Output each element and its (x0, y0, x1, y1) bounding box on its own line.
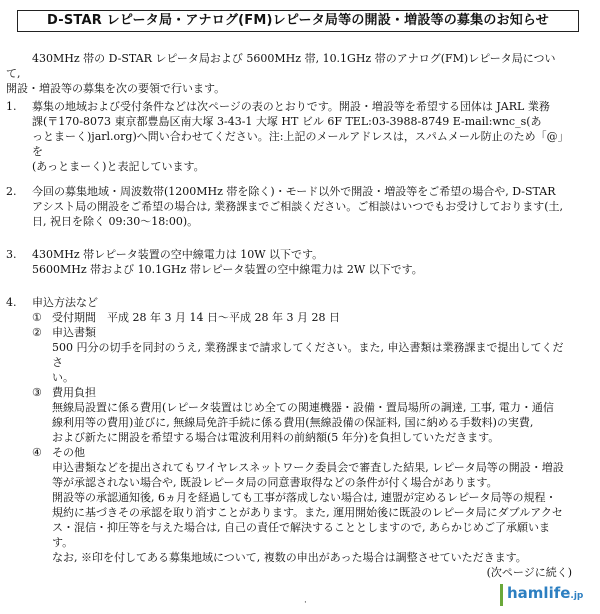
subsection-line: 等が承認されない場合や, 既設レピータ局の同意書取得などの条件が付く場合があります。 (52, 476, 498, 489)
section-line: 募集の地域および受付条件などは次ページの表のとおりです。開設・増設等を希望する団体は JARL 業務 (32, 100, 550, 113)
watermark-bar (500, 584, 503, 606)
section-line: 今回の募集地域・周波数帯(1200MHz 帯を除く)・モード以外で開設・増設等をご希望の場合や, D-STAR (32, 185, 556, 198)
subsection-3 (32, 385, 568, 445)
watermark-name: hamlife (507, 584, 571, 602)
subsection-line: 規約に基づきその承認を取り消すことがあります。また, 運用開始後に既設のレピータ局にダブルアクセ (52, 506, 563, 519)
intro-line: 開設・増設等の募集を次の要領で行います。 (6, 82, 226, 95)
subsection-line: 線利用等の費用)並びに, 無線局免許手続に係る費用(無線設備の保証料, 国に納める手数料)の実費, (52, 416, 534, 429)
subsection-line: ス・混信・抑圧等を与えた場合は, 自己の責任で解決することとしますので, あらかじめご了承願います。 (52, 521, 550, 549)
subsection-1 (32, 310, 568, 325)
subsection-line: および新たに開設を希望する場合は電波利用料の前納額(5 年分)を負担していただきます。 (52, 431, 500, 444)
section-line: 日, 祝日を除く 09:30～18:00)。 (32, 215, 199, 228)
continued-note: (次ページに続く) (486, 566, 572, 579)
subsection-line: 無線局設置に係る費用(レピータ装置はじめ全ての関連機器・設備・置局場所の調達, 工事, 電力・通信 (52, 401, 554, 414)
subsection-mark: ④ (32, 446, 42, 459)
section-line: 課(〒170-8073 東京都豊島区南大塚 3-43-1 大塚 HT ビル 6F TEL:03-3988-8749 E-mail:wnc_s(あ (32, 115, 542, 128)
section-line: アシスト局の開設をご希望の場合は, 業務課までご相談ください。ご相談はいつでもお受けしております(土, (32, 200, 564, 213)
section-3 (6, 247, 568, 277)
subsection-line: い。 (52, 371, 74, 384)
subsection-heading: 費用負担 (52, 386, 96, 399)
section-line: っとまーく)jarl.org)へ問い合わせてください。注:上記のメールアドレスは，スパムメール防止のため「@」を (32, 130, 564, 158)
subsection-heading: その他 (52, 446, 85, 459)
subsection-line: 500 円分の切手を同封のうえ, 業務課まで請求してください。また, 申込書類は業務課まで提出してくださ (52, 341, 564, 369)
subsection-line: 開設等の承認通知後, 6ヵ月を経過しても工事が落成しない場合は, 連盟が定めるレピータ局等の規程・ (52, 491, 557, 504)
section-number: 2. (6, 185, 17, 198)
watermark-suffix: .jp (570, 591, 584, 601)
section-1 (6, 99, 568, 174)
section-number: 3. (6, 248, 17, 261)
subsection-line: 申込書類などを提出されてもワイヤレスネットワーク委員会で審査した結果, レピータ局等の開設・増設 (52, 461, 564, 474)
section-number: 4. (6, 296, 17, 309)
subsection-mark: ① (32, 311, 42, 324)
intro-paragraph (6, 51, 566, 96)
section-4 (6, 295, 568, 565)
section-line: 430MHz 帯レピータ装置の空中線電力は 10W 以下です。 (32, 248, 324, 261)
section-line: 5600MHz 帯および 10.1GHz 帯レピータ装置の空中線電力は 2W 以下です。 (32, 263, 423, 276)
section-line: (あっとまーく)と表記しています。 (32, 160, 205, 173)
watermark-text (507, 582, 583, 607)
section-heading: 申込方法など (32, 296, 98, 309)
subsection-4 (32, 445, 568, 565)
subsection-line: なお, ※印を付してある募集地域について, 複数の申出があった場合は調整させていただきます。 (52, 551, 527, 564)
page-dot: · (304, 598, 307, 608)
subsection-heading: 受付期間 平成 28 年 3 月 14 日～平成 28 年 3 月 28 日 (52, 311, 340, 324)
section-2 (6, 184, 568, 229)
subsection-heading: 申込書類 (52, 326, 96, 339)
subsection-mark: ② (32, 326, 42, 339)
watermark-logo (500, 582, 596, 610)
intro-line: 430MHz 帯の D-STAR レピータ局および 5600MHz 帯, 10.1GHz 帯のアナログ(FM)レピータ局について, (6, 52, 556, 80)
subsection-2 (32, 325, 568, 385)
page-title: D-STAR レピータ局・アナログ(FM)レピータ局等の開設・増設等の募集のお知らせ (17, 10, 579, 32)
subsection-mark: ③ (32, 386, 42, 399)
section-number: 1. (6, 100, 17, 113)
